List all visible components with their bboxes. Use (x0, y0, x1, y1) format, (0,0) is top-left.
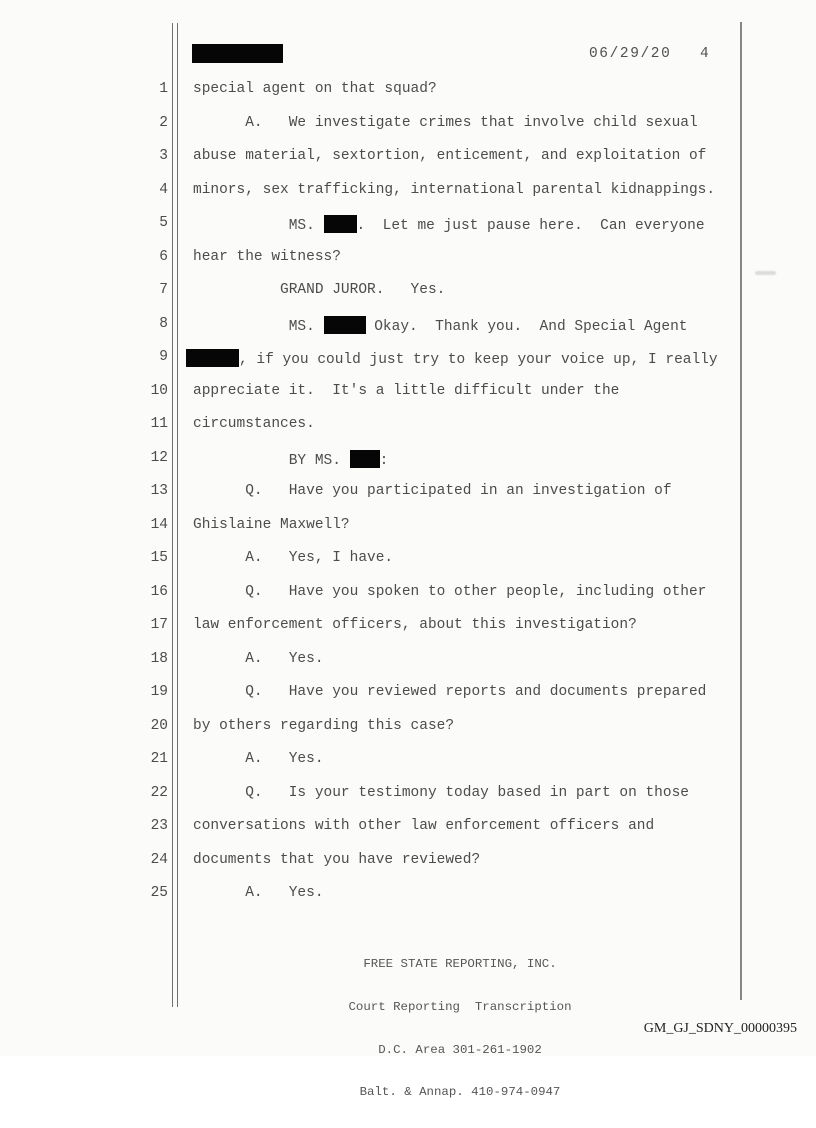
line-text: MS. . Let me just pause here. Can everyone (193, 215, 705, 234)
transcript-line (0, 483, 816, 505)
redaction-bar (186, 349, 239, 367)
transcript-line (0, 617, 816, 639)
line-text: law enforcement officers, about this investigation? (193, 617, 637, 633)
line-text: by others regarding this case? (193, 717, 455, 734)
transcript-line (0, 517, 816, 539)
transcript-line (0, 416, 816, 438)
line-number: 10 (150, 382, 168, 399)
line-text: minors, sex trafficking, international parental kidnappings. (193, 181, 716, 198)
line-text: Q. Is your testimony today based in part on those (193, 784, 689, 801)
line-text: Q. Have you spoken to other people, including other (193, 583, 707, 600)
line-number: 15 (150, 550, 168, 566)
header-redaction-bar (192, 44, 283, 63)
line-number: 12 (150, 449, 168, 466)
line-number: 20 (150, 717, 168, 734)
line-number: 13 (150, 483, 168, 499)
line-text: circumstances. (193, 416, 315, 432)
header-page-number: 4 (700, 46, 709, 62)
transcript-line (0, 550, 816, 572)
transcript-line (0, 718, 816, 740)
line-text: A. Yes. (193, 650, 324, 667)
transcript-line (0, 651, 816, 673)
transcript-line (0, 316, 816, 338)
transcript-line (0, 215, 816, 237)
line-number: 1 (159, 81, 168, 97)
transcript-line (0, 785, 816, 807)
line-number: 22 (150, 784, 168, 801)
line-text: Ghislaine Maxwell? (193, 516, 350, 533)
bates-number: GM_GJ_SDNY_00000395 (643, 1021, 797, 1036)
footer-services: Court Reporting Transcription (348, 1000, 572, 1015)
line-number: 5 (159, 215, 168, 231)
redaction-bar (324, 316, 366, 334)
line-text: conversations with other law enforcement officers and (193, 818, 655, 834)
line-text: A. Yes, I have. (193, 550, 394, 566)
line-text: appreciate it. It's a little difficult under the (193, 382, 620, 399)
line-text: documents that you have reviewed? (193, 851, 481, 868)
transcript-line (0, 584, 816, 606)
line-text: A. Yes. (193, 751, 324, 767)
line-text: , if you could just try to keep your voice up, I really (193, 349, 718, 368)
line-number: 3 (159, 148, 168, 164)
line-number: 18 (150, 650, 168, 667)
line-text: hear the witness? (193, 248, 341, 265)
line-text: A. Yes. (193, 885, 324, 901)
line-number: 21 (150, 751, 168, 767)
transcript-line (0, 885, 816, 907)
line-number: 17 (150, 617, 168, 633)
line-text: MS. Okay. Thank you. And Special Agent (193, 316, 687, 335)
line-text: BY MS. : (193, 450, 388, 469)
footer-phone-balt: Balt. & Annap. 410-974-0947 (359, 1085, 561, 1100)
line-number: 25 (150, 885, 168, 901)
line-number: 24 (150, 851, 168, 868)
transcript-line (0, 751, 816, 773)
scan-artifact (755, 271, 776, 275)
transcript-line (0, 349, 816, 371)
transcript-line (0, 249, 816, 271)
redaction-bar (350, 450, 380, 468)
line-number: 11 (150, 416, 168, 432)
line-number: 14 (150, 516, 168, 533)
header-date: 06/29/20 (589, 46, 672, 62)
transcript-line (0, 148, 816, 170)
transcript-line (0, 182, 816, 204)
line-text: A. We investigate crimes that involve child sexual (193, 114, 698, 131)
line-number: 4 (159, 181, 168, 198)
line-text: Q. Have you participated in an investigation of (193, 483, 672, 499)
footer-phone-dc: D.C. Area 301-261-1902 (378, 1042, 542, 1057)
line-number: 19 (150, 684, 168, 700)
line-text: Q. Have you reviewed reports and documents prepared (193, 684, 707, 700)
transcript-line (0, 818, 816, 840)
line-number: 2 (159, 114, 168, 131)
transcript-line (0, 383, 816, 405)
redaction-bar (324, 215, 357, 233)
line-number: 8 (159, 315, 168, 332)
line-text: abuse material, sextortion, enticement, and exploitation of (193, 148, 707, 164)
line-number: 16 (150, 583, 168, 600)
transcript-line (0, 684, 816, 706)
line-number: 23 (150, 818, 168, 834)
footer-company: FREE STATE REPORTING, INC. (363, 957, 557, 972)
transcript-line (0, 852, 816, 874)
line-number: 6 (159, 248, 168, 265)
line-number: 7 (159, 282, 168, 298)
transcript-line (0, 81, 816, 103)
transcript-line (0, 115, 816, 137)
transcript-line (0, 282, 816, 304)
line-number: 9 (159, 349, 168, 365)
line-text: GRAND JUROR. Yes. (193, 282, 446, 298)
line-text: special agent on that squad? (193, 81, 437, 97)
transcript-line (0, 450, 816, 472)
